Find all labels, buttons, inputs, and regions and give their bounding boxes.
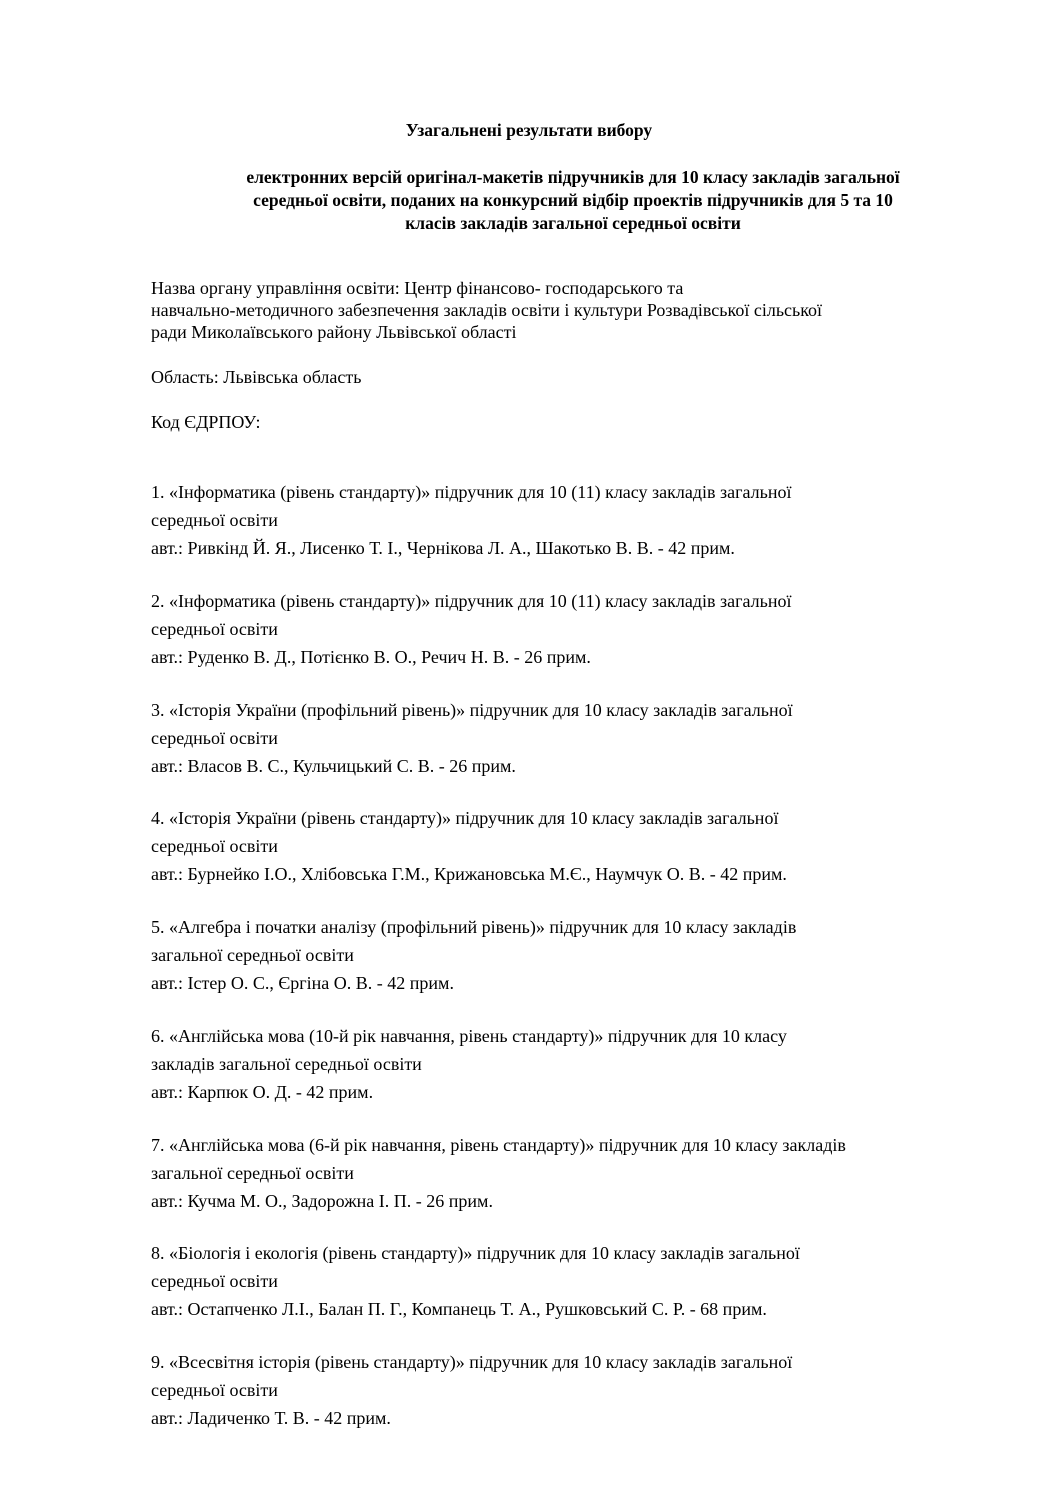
item-title-line: середньої освіти [151,510,278,530]
item-authors: авт.: Істер О. С., Єргіна О. В. - 42 прим. [151,973,454,993]
subtitle-line: середньої освіти, поданих на конкурсний відбір проектів підручників для 5 та 10 [253,190,893,210]
list-item [151,696,1031,780]
item-authors: авт.: Кучма М. О., Задорожна І. П. - 26 прим. [151,1191,493,1211]
item-title-line: 8. «Біологія і екологія (рівень стандарту)» підручник для 10 класу закладів загальної [151,1243,800,1263]
item-title-line: загальної середньої освіти [151,945,354,965]
item-title-line: 1. «Інформатика (рівень стандарту)» підручник для 10 (11) класу закладів загальної [151,482,792,502]
item-authors: авт.: Ладиченко Т. В. - 42 прим. [151,1408,391,1428]
list-item [151,1131,1031,1215]
list-item [151,587,1031,671]
item-title-line: середньої освіти [151,836,278,856]
edrpou-text: Код ЄДРПОУ: [151,412,261,432]
authority-line: ради Миколаївського району Львівської області [151,322,517,342]
item-title-line: закладів загальної середньої освіти [151,1054,422,1074]
item-title-line: середньої освіти [151,728,278,748]
list-item [151,1022,1031,1106]
item-title-line: 3. «Історія України (профільний рівень)» підручник для 10 класу закладів загальної [151,700,793,720]
list-item [151,804,1031,888]
item-title-line: середньої освіти [151,1380,278,1400]
item-title-line: 6. «Англійська мова (10-й рік навчання, рівень стандарту)» підручник для 10 класу [151,1026,787,1046]
region-line [151,366,1011,388]
item-title-line: загальної середньої освіти [151,1163,354,1183]
document-subtitle [150,166,996,235]
item-authors: авт.: Остапченко Л.І., Балан П. Г., Компанець Т. А., Рушковський С. Р. - 68 прим. [151,1299,767,1319]
authority-line: Назва органу управління освіти: Центр фінансово- господарського та [151,278,684,298]
list-item [151,1239,1031,1323]
item-title-line: 9. «Всесвітня історія (рівень стандарту)» підручник для 10 класу закладів загальної [151,1352,793,1372]
item-title-line: середньої освіти [151,1271,278,1291]
list-item [151,913,1031,997]
item-authors: авт.: Власов В. С., Кульчицький С. В. - 26 прим. [151,756,516,776]
item-authors: авт.: Руденко В. Д., Потієнко В. О., Речич Н. В. - 26 прим. [151,647,591,667]
item-title-line: 7. «Англійська мова (6-й рік навчання, рівень стандарту)» підручник для 10 класу закладів [151,1135,846,1155]
document-title: Узагальнені результати вибору [405,120,653,140]
item-authors: авт.: Ривкінд Й. Я., Лисенко Т. І., Чернікова Л. А., Шакотько В. В. - 42 прим. [151,538,735,558]
list-item [151,1348,1031,1432]
item-title-line: 5. «Алгебра і початки аналізу (профільний рівень)» підручник для 10 класу закладів [151,917,797,937]
list-item [151,478,1031,562]
authority-block [151,277,1011,343]
region-text: Область: Львівська область [151,367,362,387]
subtitle-line: класів закладів загальної середньої освіти [405,213,741,233]
item-title-line: середньої освіти [151,619,278,639]
edrpou-line [151,411,1011,433]
item-title-line: 4. «Історія України (рівень стандарту)» підручник для 10 класу закладів загальної [151,808,779,828]
subtitle-line: електронних версій оригінал-макетів підручників для 10 класу закладів загальної [246,167,900,187]
item-authors: авт.: Бурнейко І.О., Хлібовська Г.М., Крижановська М.Є., Наумчук О. В. - 42 прим. [151,864,787,884]
item-title-line: 2. «Інформатика (рівень стандарту)» підручник для 10 (11) класу закладів загальної [151,591,792,611]
item-authors: авт.: Карпюк О. Д. - 42 прим. [151,1082,374,1102]
authority-line: навчально-методичного забезпечення закладів освіти і культури Розвадівської сільської [151,300,823,320]
